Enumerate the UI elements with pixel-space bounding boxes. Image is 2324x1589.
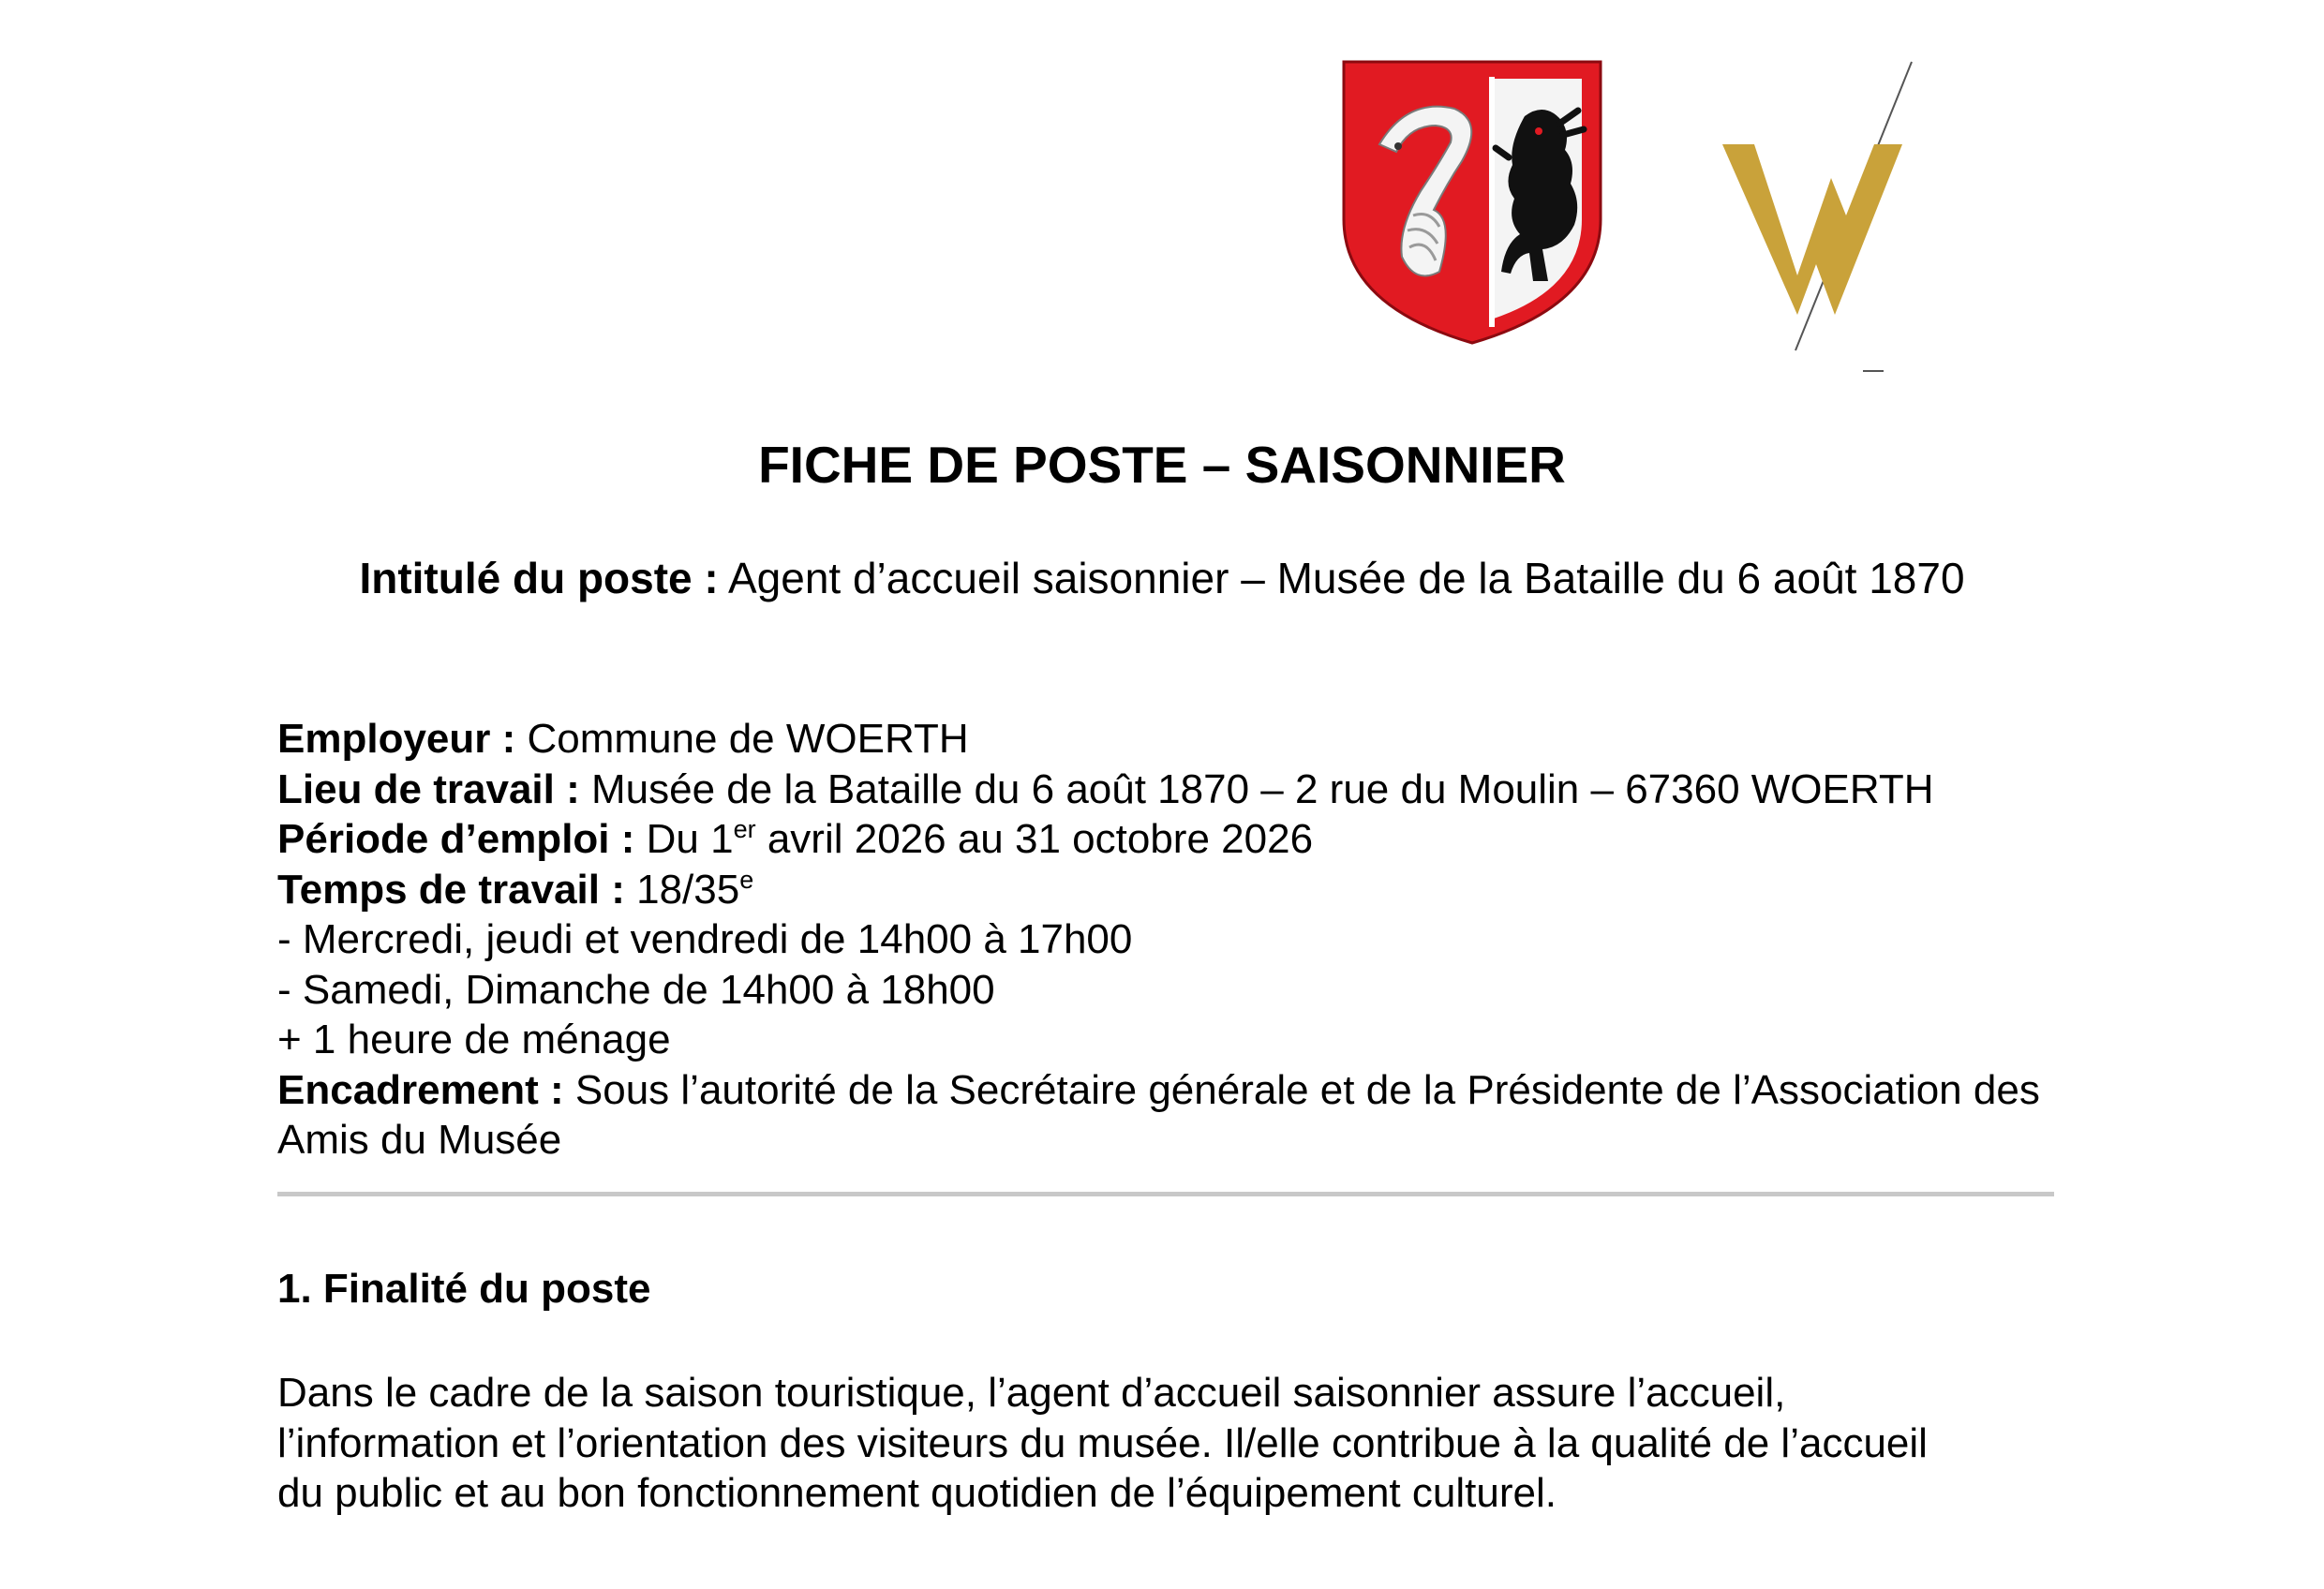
coat-of-arms-logo [1342, 60, 1602, 345]
work-time-sup: e [739, 865, 754, 894]
workplace-value: Musée de la Bataille du 6 août 1870 – 2 rue du Moulin – 67360 WOERTH [591, 765, 1934, 812]
work-time-row [277, 865, 2067, 915]
schedule-line: - Samedi, Dimanche de 14h00 à 18h00 [277, 966, 995, 1013]
paragraph-line: l’information et l’orientation des visiteurs du musée. Il/elle contribue à la qualité de l’accueil [277, 1419, 1928, 1466]
period-label: Période d’emploi : [277, 816, 635, 862]
period-prefix: Du 1 [646, 816, 734, 862]
paragraph-line: Dans le cadre de la saison touristique, l’agent d’accueil saisonnier assure l’accueil, [277, 1370, 1786, 1416]
period-sup: er [733, 815, 756, 843]
section-heading: 1. Finalité du poste [277, 1266, 651, 1312]
job-title-line [0, 550, 2324, 606]
work-time-label: Temps de travail : [277, 866, 625, 913]
supervision-label: Encadrement : [277, 1066, 564, 1113]
job-info-block [277, 714, 2067, 1166]
page-title: FICHE DE POSTE – SAISONNIER [758, 436, 1566, 494]
work-time-value: 18/35 [636, 866, 740, 913]
job-title-value: Agent d’accueil saisonnier – Musée de la Bataille du 6 août 1870 [727, 554, 1965, 602]
workplace-label: Lieu de travail : [277, 765, 580, 812]
supervision-row [277, 1065, 2067, 1166]
employer-label: Employeur : [277, 716, 516, 762]
period-suffix: avril 2026 au 31 octobre 2026 [767, 816, 1314, 862]
schedule-line: + 1 heure de ménage [277, 1017, 671, 1062]
supervision-value: Sous l’autorité de la Secrétaire générale et de la Présidente de l’Association des Amis du Musée [277, 1066, 2040, 1163]
employer-value: Commune de WOERTH [527, 716, 969, 762]
job-title-label: Intitulé du poste : [359, 554, 719, 602]
employer-row [277, 714, 2067, 765]
w-monogram-logo [1715, 58, 1949, 377]
workplace-row [277, 765, 2067, 815]
period-row [277, 814, 2067, 865]
schedule-line: - Mercredi, jeudi et vendredi de 14h00 à 17h00 [277, 916, 1133, 962]
paragraph-line: du public et au bon fonctionnement quotidien de l’équipement culturel. [277, 1470, 1557, 1516]
section-divider [277, 1192, 2054, 1196]
section-paragraph [277, 1368, 2039, 1519]
